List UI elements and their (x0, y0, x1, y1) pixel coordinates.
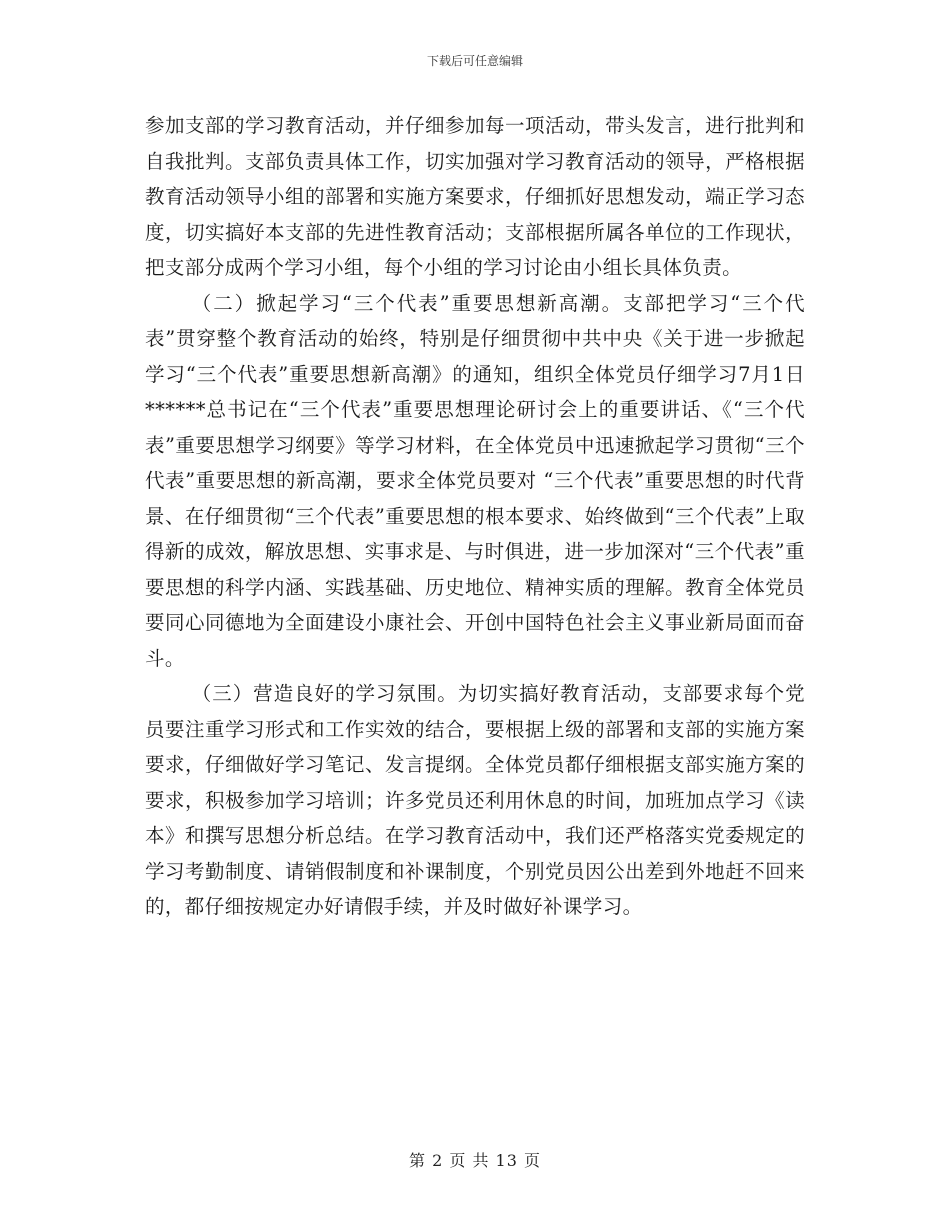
body-paragraph-1: 参加支部的学习教育活动，并仔细参加每一项活动，带头发言，进行批判和自我批判。支部负责具体工作，切实加强对学习教育活动的领导，严格根据教育活动领导小组的部署和实施方案要求，仔细抓好思想发动，端正学习态度，切实搞好本支部的先进性教育活动；支部根据所属各单位的工作现状，把支部分成两个学习小组，每个小组的学习讨论由小组长具体负责。 (145, 114, 805, 279)
body-paragraph-2: （二）掀起学习“三个代表”重要思想新高潮。支部把学习“三个代表”贯穿整个教育活动的始终，特别是仔细贯彻中共中央《关于进一步掀起学习“三个代表”重要思想新高潮》的通知，组织全体党员仔细学习7月1日******总书记在“三个代表”重要思想理论研讨会上的重要讲话、《“三个代表”重要思想学习纲要》等学习材料，在全体党员中迅速掀起学习贯彻“三个代表”重要思想的新高潮，要求全体党员要对 “三个代表”重要思想的时代背景、在仔细贯彻“三个代表”重要思想的根本要求、始终做到“三个代表”上取得新的成效，解放思想、实事求是、与时俱进，进一步加深对“三个代表”重要思想的科学内涵、实践基础、历史地位、精神实质的理解。教育全体党员要同心同德地为全面建设小康社会、开创中国特色社会主义事业新局面而奋斗。 (145, 291, 805, 670)
page-header-note: 下载后可任意编辑 (426, 54, 523, 68)
body-paragraph-3: （三）营造良好的学习氛围。为切实搞好教育活动，支部要求每个党员要注重学习形式和工作实效的结合，要根据上级的部署和支部的实施方案要求，仔细做好学习笔记、发言提纲。全体党员都仔细根据支部实施方案的要求，积极参加学习培训；许多党员还利用休息的时间，加班加点学习《读本》和撰写思想分析总结。在学习教育活动中，我们还严格落实党委规定的学习考勤制度、请销假制度和补课制度，个别党员因公出差到外地赶不回来的，都仔细按规定办好请假手续，并及时做好补课学习。 (145, 682, 805, 918)
page-number-footer: 第 2 页 共 13 页 (409, 1151, 541, 1170)
document-body (145, 108, 805, 925)
